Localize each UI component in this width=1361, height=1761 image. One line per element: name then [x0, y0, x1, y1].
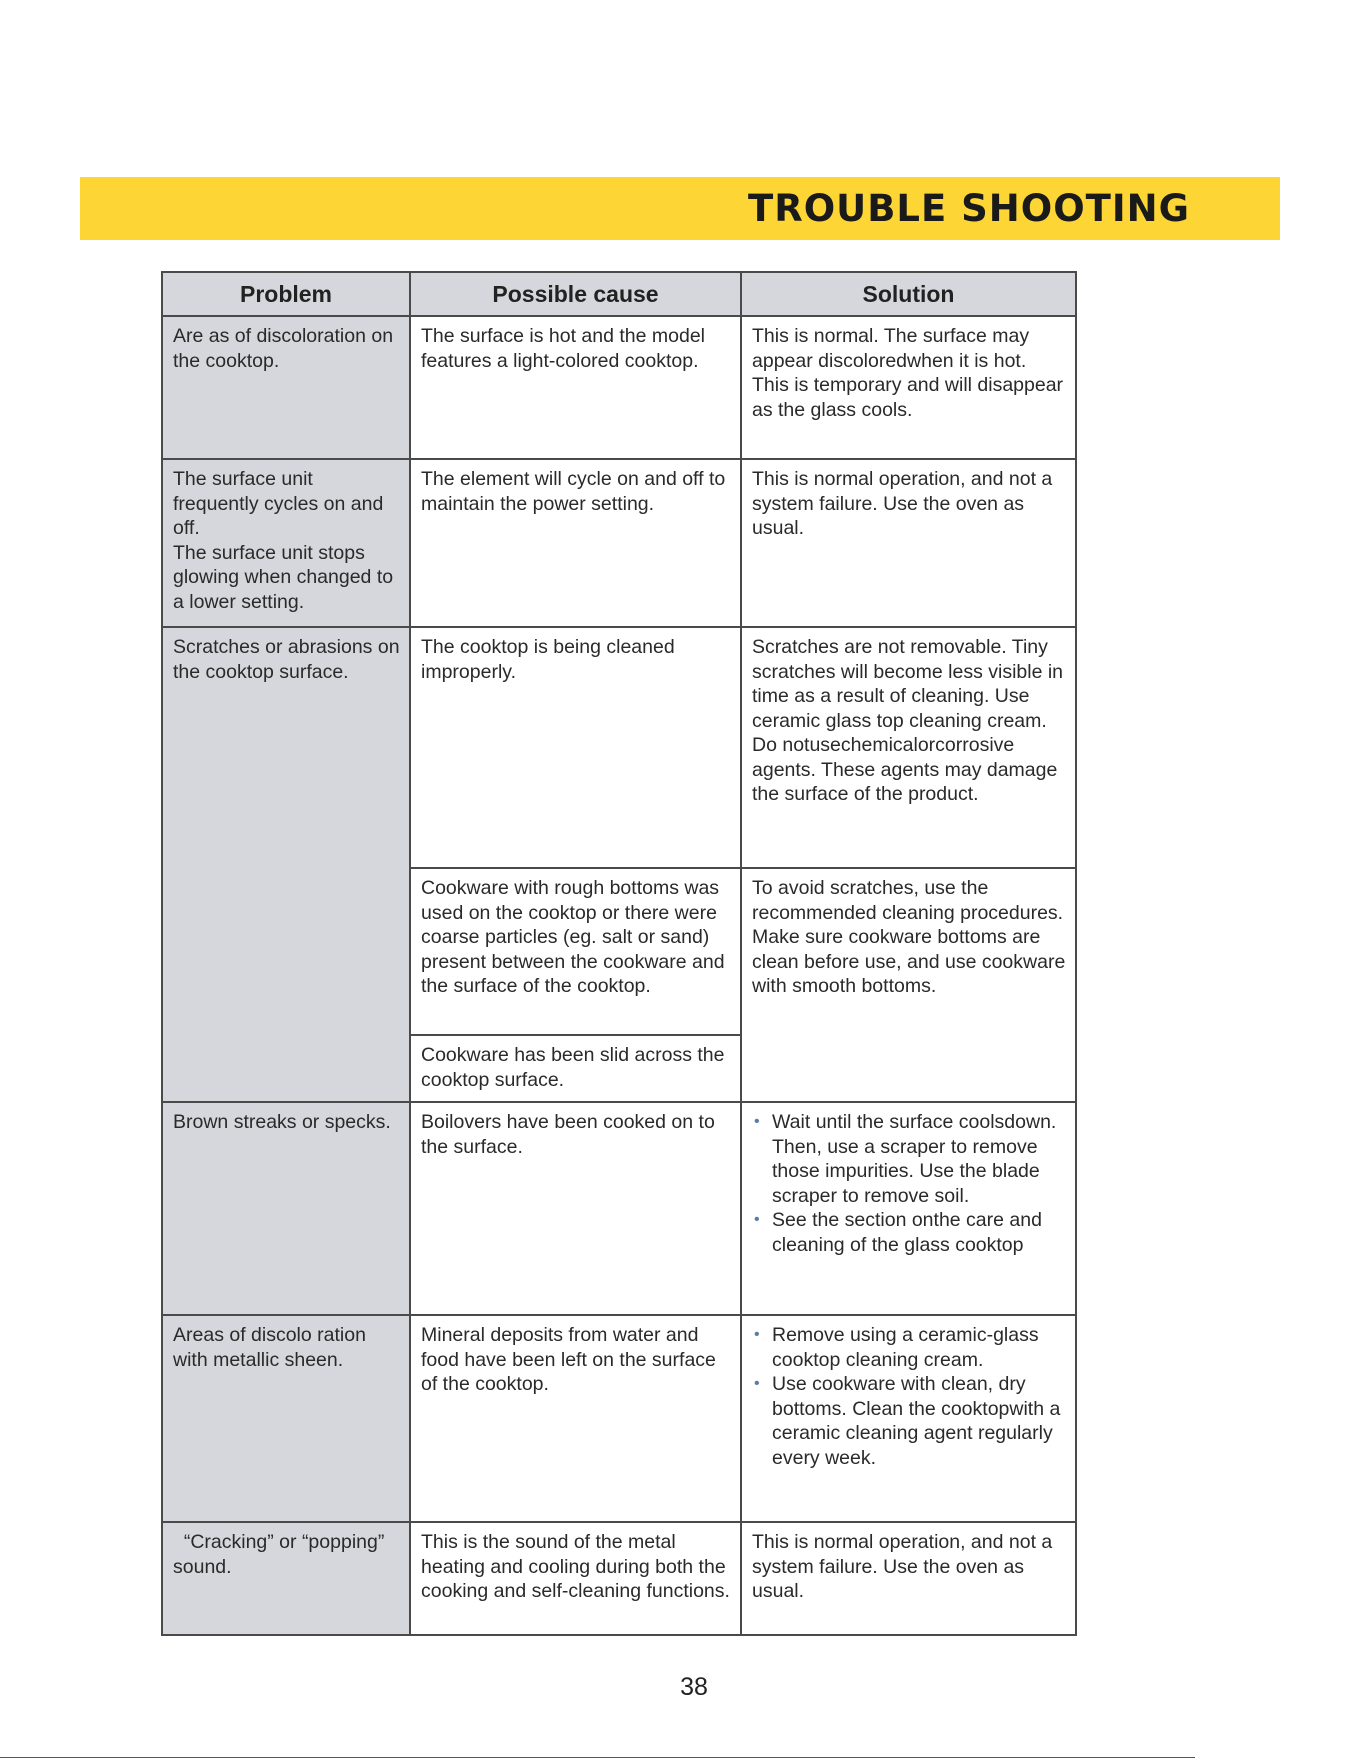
- cause-cell: [410, 316, 741, 459]
- problem-text: The surface unit frequently cycles on and off. The surface unit stops glowing when changed to a lower setting.: [173, 468, 394, 613]
- table-header-row: [162, 272, 1076, 316]
- table-row: [162, 627, 1076, 868]
- cause-cell: [410, 1315, 741, 1522]
- cause-text: The surface is hot and the model features a light-colored cooktop.: [421, 325, 705, 372]
- cause-cell: [410, 1522, 741, 1635]
- solution-cell: [741, 459, 1076, 627]
- solution-cell: [741, 316, 1076, 459]
- cause-cell: [410, 1035, 741, 1102]
- problem-text: Are as of discoloration on the cooktop.: [173, 325, 394, 372]
- table-row: [162, 459, 1076, 627]
- solution-bullet: • Use cookware with clean, dry bottoms. Clean the cooktopwith a ceramic cleaning agent regularly every week.: [752, 1372, 1066, 1470]
- cause-text: Cookware with rough bottoms was used on the cooktop or there were coarse particles (eg. salt or sand) present between the cookware and the surface of the cooktop.: [421, 877, 725, 997]
- cause-cell: [410, 868, 741, 1035]
- problem-text: “Cracking” or “popping” sound.: [173, 1531, 385, 1578]
- cause-cell: [410, 459, 741, 627]
- cause-text: Mineral deposits from water and food have been left on the surface of the cooktop.: [421, 1324, 716, 1395]
- cause-cell: [410, 1102, 741, 1315]
- cause-text: Boilovers have been cooked on to the surface.: [421, 1111, 715, 1158]
- cause-text: This is the sound of the metal heating and cooling during both the cooking and self-cleaning functions.: [421, 1531, 730, 1602]
- solution-bullet: • Remove using a ceramic-glass cooktop cleaning cream.: [752, 1323, 1066, 1372]
- table-row: [162, 1102, 1076, 1315]
- cause-cell: [410, 627, 741, 868]
- solution-bullet-list: [752, 1323, 1066, 1470]
- column-header-cause: Possible cause: [410, 272, 741, 316]
- table-row: [162, 1315, 1076, 1522]
- solution-cell: [741, 1102, 1076, 1315]
- solution-cell: [741, 868, 1076, 1102]
- solution-cell: [741, 1315, 1076, 1522]
- problem-cell: [162, 1315, 410, 1522]
- solution-text: This is normal operation, and not a system failure. Use the oven as usual.: [752, 468, 1053, 539]
- solution-text: Scratches are not removable. Tiny scratches will become less visible in time as a result of cleaning. Use ceramic glass top cleaning cream. Do notusechemicalorcorrosive agents. These agents may damage the surface of the product.: [752, 636, 1064, 805]
- problem-text: Scratches or abrasions on the cooktop surface.: [173, 636, 400, 683]
- solution-cell: [741, 627, 1076, 868]
- cause-text: The cooktop is being cleaned improperly.: [421, 636, 675, 683]
- bottom-divider: [0, 1757, 1195, 1758]
- solution-text: To avoid scratches, use the recommended cleaning procedures. Make sure cookware bottoms are clean before use, and use cookware with smooth bottoms.: [752, 877, 1066, 997]
- solution-text: This is normal operation, and not a system failure. Use the oven as usual.: [752, 1531, 1053, 1602]
- column-header-solution: Solution: [741, 272, 1076, 316]
- cause-text: The element will cycle on and off to maintain the power setting.: [421, 468, 726, 515]
- problem-cell: [162, 316, 410, 459]
- cause-text: Cookware has been slid across the cooktop surface.: [421, 1044, 725, 1091]
- solution-bullet-list: [752, 1110, 1066, 1257]
- header-bar: [80, 177, 1280, 240]
- page-number: 38: [680, 1673, 708, 1701]
- problem-cell: [162, 1102, 410, 1315]
- problem-cell: [162, 1522, 410, 1635]
- table-row: [162, 1522, 1076, 1635]
- column-header-problem: Problem: [162, 272, 410, 316]
- page-title: TROUBLE SHOOTING: [747, 187, 1190, 230]
- solution-bullet: • See the section onthe care and cleaning of the glass cooktop: [752, 1208, 1066, 1257]
- problem-text: Areas of discolo ration with metallic sheen.: [173, 1324, 366, 1371]
- problem-text: Brown streaks or specks.: [173, 1111, 391, 1133]
- problem-cell: [162, 459, 410, 627]
- solution-text: This is normal. The surface may appear discoloredwhen it is hot. This is temporary and will disappear as the glass cools.: [752, 325, 1064, 421]
- table-row: [162, 316, 1076, 459]
- solution-cell: [741, 1522, 1076, 1635]
- solution-bullet: • Wait until the surface coolsdown. Then, use a scraper to remove those impurities. Use the blade scraper to remove soil.: [752, 1110, 1066, 1208]
- problem-cell: [162, 627, 410, 1102]
- troubleshooting-table: [161, 271, 1077, 1636]
